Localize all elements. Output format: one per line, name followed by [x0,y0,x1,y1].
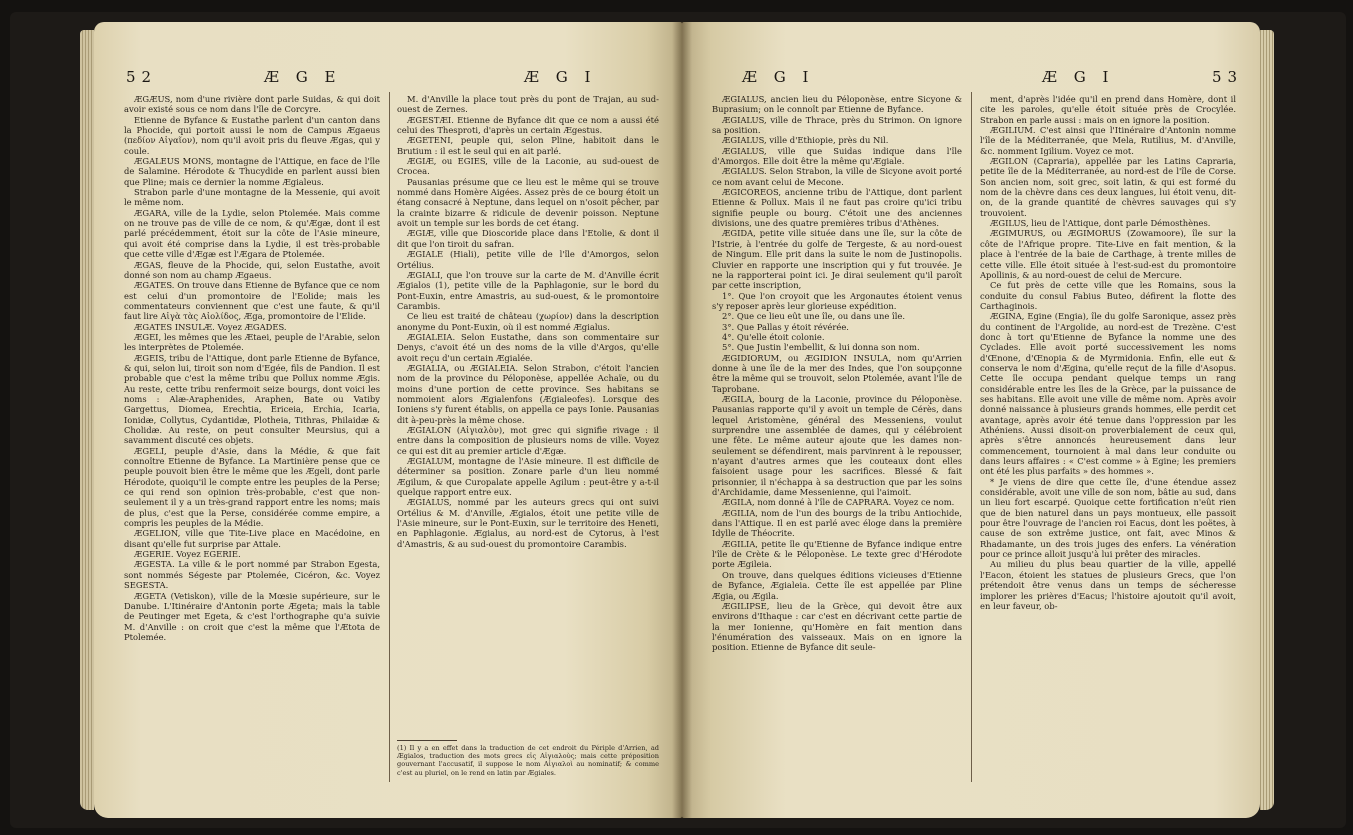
dictionary-entry: ÆGIDIORUM, ou ÆGIDION INSULA, nom qu'Arrien donne à une île de la mer des Indes, que l'on soupçonne être la même qui se trouvoit, selon Ptolemée, avant l'île de Taprobane. [712,352,962,394]
dictionary-entry: ÆGATES INSULÆ. Voyez ÆGADES. [134,321,287,332]
dictionary-entry: ÆGEI, les mêmes que les Ætaei, peuple de l'Arabie, selon les interprètes de Ptolemée. [124,331,380,353]
dictionary-entry: ÆGILIPSE, lieu de la Grèce, qui devoit être aux environs d'Ithaque : car c'est en décrivant cette partie de la mer Ionienne, qu'Homère en fait mention dans l'énumération des vaisseaux. Mais on en ignore la position. Etienne de Byfance dit seule- [712,600,962,653]
dictionary-entry: ÆGIDA, petite ville située dans une île, sur la côte de l'Istrie, à l'entrée du golfe de Tergeste, & au nord-ouest de Ningum. Elle prit dans la suite le nom de Justinopolis. Cluvier en rapporte une inscription qui y fut trouvée. Je ne la rapporterai point ici. Je dirai seulement qu'il paroît par cette inscription, [712,228,962,291]
dictionary-entry: ÆGICOREOS, ancienne tribu de l'Attique, dont parlent Etienne & Pollux. Mais il ne faut pas croire qu'ici tribu signifie peuple ou bourg. C'étoit une des anciennes divisions, une des quatre premières tribus d'Athènes. [712,187,962,229]
right-page-number: 53 [1212,68,1244,86]
left-column-1 [124,94,380,642]
column-divider [971,92,972,782]
dictionary-entry: ÆGAS, fleuve de la Phocide, qui, selon Eustathe, avoit donné son nom au champ Ægaeus. [124,259,380,280]
dictionary-entry: ÆGILIA, petite île qu'Etienne de Byfance indique entre l'île de Crète & le Péloponèse. Le texte grec d'Hérodote porte Ægileia. [712,538,962,570]
left-running-head-1: Æ G E [264,68,342,86]
dictionary-entry: Etienne de Byfance & Eustathe parlent d'un canton dans la Phocide, qui portoit aussi le nom de Campus Ægaeus (πεδίον Αἰγαῖον), nom qu'il avoit pris du fleuve Ægas, qui y coule. [124,114,380,156]
dictionary-entry: M. d'Anville la place tout près du pont de Trajan, au sud-ouest de Zernes. [397,94,659,115]
right-running-head-1: Æ G I [742,68,815,86]
dictionary-entry: ÆGILA, nom donné à l'île de CAPRARA. Voyez ce nom. [722,497,955,508]
dictionary-entry: ÆGILUS, lieu de l'Attique, dont parle Démosthènes. [990,218,1211,229]
dictionary-entry: ÆGIALUS, ville de Thrace, près du Strimon. On ignore sa position. [712,114,962,136]
dictionary-entry: On trouve, dans quelques éditions vicieuses d'Etienne de Byfance, Ægialeia. Cette île est appellée par Pline Ægia, ou Ægila. [712,569,962,601]
dictionary-entry: 5°. Que Justin l'embellit, & lui donna son nom. [722,342,920,353]
left-running-head-2: Æ G I [524,68,597,86]
dictionary-entry: ÆGIALUS, ancien lieu du Péloponèse, entre Sicyone & Buprasium; on le connoît par Etienne de Byfance. [712,94,962,115]
dictionary-entry: ÆGIALIA, ou ÆGIALEIA. Selon Strabon, c'étoit l'ancien nom de la province du Péloponèse, appellée Achaïe, ou du moins d'une portion de cette province. Ses habitans se nommoient alors Ægialenfons (Ægialeofes). Lorsque des Ioniens s'y furent établis, on appella ce pays Ionie. Pausanias dit à-peu-près la même chose. [397,362,659,425]
dictionary-entry: Au milieu du plus beau quartier de la ville, appellé l'Eacon, étoient les statues de plusieurs Grecs, que l'on prétendoit être venus dans un temps de sécheresse implorer les prières d'Eacus; l'histoire ajoutoit qu'il avoit, en leur faveur, ob- [980,559,1236,611]
dictionary-entry: ÆGETA (Vetiskon), ville de la Mœsie supérieure, sur le Danube. L'Itinéraire d'Antonin porte Ægeta; mais la table de Peutinger met Egeta, & c'est l'orthographe qu'a suivie M. d'Anville : on croit que c'est la même que l'Ætota de Ptolemée. [124,590,380,642]
dictionary-entry: ÆGETENI, peuple qui, selon Pline, habitoit dans le Brutium : il est le seul qui en ait parlé. [397,135,659,156]
dictionary-entry: ÆGÆUS, nom d'une rivière dont parle Suidas, & qui doit avoir existé sous ce nom dans l'île de Corcyre. [124,94,380,115]
dictionary-entry: ÆGESTA. La ville & le port nommé par Strabon Egesta, sont nommés Ségeste par Ptolemée, Cicéron, &c. Voyez SEGESTA. [124,559,380,591]
dictionary-entry: ÆGILA, bourg de la Laconie, province du Péloponèse. Pausanias rapporte qu'il y avoit un temple de Cérès, dans lequel Aristomène, général des Messeniens, voulut surprendre une assemblée de dames, qui y célébroient une fête. Le même auteur ajoute que les dames non-seulement se défendirent, mais parvinrent à le repousser, n'ayant d'autres armes que les couteaux dont elles faisoient usage pour les sacrifices. Blessé & fait prisonnier, il n'échappa à sa destruction que par les soins d'Archidamie, dame Messenienne, qui l'aimoit. [712,393,962,498]
dictionary-entry: ÆGALEUS MONS, montagne de l'Attique, en face de l'île de Salamine. Hérodote & Thucydide en parlent aussi bien que Pline; mais ce dernier la nomme Ægialeus. [124,156,380,187]
book-gutter [672,22,692,818]
dictionary-entry: ment, d'après l'idée qu'il en prend dans Homère, dont il cite les paroles, qu'elle étoit située près de Crocylée. Strabon en parle aussi : mais on en ignore la position. [980,94,1236,125]
dictionary-entry: ÆGARA, ville de la Lydie, selon Ptolemée. Mais comme on ne trouve pas de ville de ce nom, & qu'Ægæ, dont il est parlé précédemment, étoit sur la côte de l'Asie mineure, qui avoit été comprise dans la Lydie, il est très-probable que cette ville d'Ægæ est l'Ægara de Ptolemée. [124,207,380,260]
dictionary-entry: ÆGIALUM, montagne de l'Asie mineure. Il est difficile de déterminer sa position. Zonare parle d'un lieu nommé Ægilum, & que Curopalate appelle Agilum : peut-être y a-t-il quelque rapport entre eux. [397,456,659,498]
dictionary-entry: ÆGIMURUS, ou ÆGIMORUS (Zowamoore), île sur la côte de l'Afrique propre. Tite-Live en fait mention, & la place à l'entrée de la baie de Carthage, à trente milles de cette ville. Elle étoit située à l'est-sud-est du promontoire Apollinis, & au nord-ouest de celui de Mercure. [980,228,1236,280]
left-column-2 [397,94,659,549]
dictionary-entry: ÆGELI, peuple d'Asie, dans la Médie, & que fait connoître Etienne de Byfance. La Martinière pense que ce peuple pouvoit bien être le même que les Ægeli, dont parle Hérodote, quoiqu'il le compte entre les peuples de la Perse; ce qui rend son opinion très-probable, c'est que non-seulement il y a un très-grand rapport entre les noms; mais de plus, c'est que la Perse, considérée comme empire, a compris les peuples de la Médie. [124,445,380,529]
right-column-2 [980,94,1236,611]
dictionary-entry: 3°. Que Pallas y étoit révérée. [722,321,849,332]
dictionary-entry: 4°. Qu'elle étoit colonie. [722,331,825,342]
dictionary-entry: ÆGERIE. Voyez EGERIE. [134,549,241,560]
column-divider [389,92,390,782]
dictionary-entry: ÆGIÆ, ville que Dioscoride place dans l'Etolie, & dont il dit que l'on tiroit du safran. [397,228,659,249]
dictionary-entry: Strabon parle d'une montagne de la Messenie, qui avoit le même nom. [124,187,380,208]
right-page [682,22,1260,818]
dictionary-entry: ÆGATES. On trouve dans Etienne de Byfance que ce nom est celui d'un promontoire de l'Eolide; mais les commentateurs conviennent que c'est une faute, & qu'il faut lire Αἰγὰ τὰς Αἰολίδος, Æga, promontoire de l'Elide. [124,280,380,322]
right-page-edges [1260,30,1274,810]
dictionary-entry: ÆGESTÆI. Etienne de Byfance dit que ce nom a aussi été celui des Thesproti, d'après un certain Ægestus. [397,114,659,136]
dictionary-entry: ÆGILON (Capraria), appellée par les Latins Capraria, petite île de la Méditerranée, au nord-est de l'île de Corse. Son ancien nom, soit grec, soit latin, & qui est formé du nom de la chèvre dans ces deux langues, lui étoit venu, dit-on, de la grande quantité de chèvres sauvages qui s'y trouvoient. [980,156,1236,218]
dictionary-entry: Ce fut près de cette ville que les Romains, sous la conduite du consul Fabius Buteo, défirent la flotte des Carthaginois. [980,280,1236,311]
dictionary-entry: ÆGIALUS, ville d'Ethiopie, près du Nil. [722,135,889,146]
dictionary-entry: ÆGIALEIA. Selon Eustathe, dans son commentaire sur Denys, c'avoit été un des noms de la ville d'Argos, qu'elle avoit reçu d'un certain Ægialée. [397,331,659,363]
dictionary-entry: ÆGIÆ, ou EGIES, ville de la Laconie, au sud-ouest de Crocea. [397,156,659,177]
dictionary-entry: ÆGIALUS. Selon Strabon, la ville de Sicyone avoit porté ce nom avant celui de Mecone. [712,166,962,187]
left-page-edges [80,30,94,810]
dictionary-entry: ÆGINA, Egine (Engia), île du golfe Saronique, assez près du continent de l'Argolide, au nord-est de Trezène. C'est donc à tort qu'Etienne de Byfance la nomme une des Cyclades. Elle avoit porté successivement les noms d'Œnone, d'Œnopia & de Myrmidonia. Enfin, elle eut & conserva le nom d'Ægina, qu'elle reçut de la fille d'Asopus. Cette île occupa pendant quelque temps un rang considérable entre les îles de la Grèce, par la puissance de ses habitans. Elle avoit une ville de même nom. Après avoir donné naissance à plusieurs grands hommes, elle perdit cet avantage, après avoir été tenue dans l'oppression par les Athéniens. Aussi disoit-on proverbialement de ceux qui, après s'être annoncés heureusement dans leur commencement, tournoient à mal dans leur conduite ou dans leurs affaires : « C'est comme » à Egine; les premiers ont été les plus parfaits » des hommes ». [980,311,1236,477]
left-page [94,22,682,818]
dictionary-entry: ÆGIALUS, ville que Suidas indique dans l'île d'Amorgos. Elle doit être la même qu'Ægiale. [712,145,962,167]
footnote: (1) Il y a en effet dans la traduction de cet endroit du Périple d'Arrien, ad Ægialos, traduction des mots grecs εἰς Αἰγιαλοὺς; mais cette préposition gouvernant l'accusatif, il suppose le nom Αἰγιαλοὶ au nominatif; & comme c'est au pluriel, on le rend en latin par Ægiales. [397,744,659,777]
dictionary-entry: Ce lieu est traité de château (χωρίον) dans la description anonyme du Pont-Euxin, où il est nommé Ægialus. [397,311,659,332]
right-column-1 [712,94,962,653]
dictionary-entry: ÆGILIUM. C'est ainsi que l'Itinéraire d'Antonin nomme l'île de la Méditerranée, que Mela, Rutilius, M. d'Anville, &c. nomment Igilium. Voyez ce mot. [980,125,1236,156]
dictionary-entry: 2°. Que ce lieu eût une île, ou dans une île. [722,311,906,322]
right-running-head-2: Æ G I [1042,68,1115,86]
dictionary-entry: ÆGIALE (Hiali), petite ville de l'île d'Amorgos, selon Ortélius. [397,249,659,270]
dictionary-entry: ÆGELION, ville que Tite-Live place en Macédoine, en disant qu'elle fut surprise par Attale. [124,528,380,549]
dictionary-entry: ÆGIALI, que l'on trouve sur la carte de M. d'Anville écrit Ægialos (1), petite ville de la Paphlagonie, sur le bord du Pont-Euxin, entre Amastris, au sud-ouest, & le promontoire Carambis. [397,269,659,311]
dictionary-entry: * Je viens de dire que cette île, d'une étendue assez considérable, avoit une ville de son nom, bâtie au sud, dans un lieu fort escarpé. Quoique cette fortification n'eût rien que de bien naturel dans un pays montueux, elle passoit pour être l'ouvrage de l'ancien roi Eacus, dont les poëtes, à cause de son extrême justice, ont fait, avec Minos & Rhadamante, un des trois juges des enfers. La vénération pour ce prince alloit jusqu'à lui prêter des miracles. [980,476,1236,560]
dictionary-entry: 1°. Que l'on croyoit que les Argonautes étoient venus s'y reposer après leur glorieuse expédition. [712,290,962,311]
dictionary-entry: Pausanias présume que ce lieu est le même qui se trouve nommé dans Homère Aigées. Assez près de ce bourg étoit un étang consacré à Neptune, dans lequel on n'osoit pêcher, par la crainte bizarre & ridicule de devenir poisson. Neptune avoit un temple sur les bords de cet étang. [397,176,659,229]
dictionary-entry: ÆGILIA, nom de l'un des bourgs de la tribu Antiochide, dans l'Attique. Il en est parlé avec éloge dans la première Idylle de Théocrite. [712,507,962,539]
footnote-rule [397,740,457,741]
left-page-number: 52 [126,68,158,86]
dictionary-entry: ÆGIALON (Αἰγιαλὸν), mot grec qui signifie rivage : il entre dans la composition de plusieurs noms de ville. Voyez ce qui est dit au premier article d'Ægæ. [397,425,659,456]
dictionary-entry: ÆGEIS, tribu de l'Attique, dont parle Etienne de Byfance, & qui, selon lui, tiroit son nom d'Egée, fils de Pandion. Il est probable que c'est la même tribu que Pollux nomme Ægis. Au reste, cette tribu renfermoit seize bourgs, dont voici les noms : Alæ-Araphenides, Araphen, Bate ou Vatiby Gargettus, Diomea, Erechtia, Ericeia, Erchia, Icaria, Ionidæ, Collytus, Cydantidæ, Plotheia, Tithras, Philaidæ & Cholidæ. Au reste, on peut consulter Meursius, qui a savamment discuté ces objets. [124,352,380,446]
dictionary-entry: ÆGIALUS, nommé par les auteurs grecs qui ont suivi Ortélius & M. d'Anville, Ægialos, étoit une petite ville de l'Asie mineure, sur le Pont-Euxin, sur le territoire des Heneti, en Paphlagonie. Ægialus, au nord-est de Cytorus, à l'est d'Amastris, & au sud-ouest du promontoire Carambis. [397,497,659,549]
